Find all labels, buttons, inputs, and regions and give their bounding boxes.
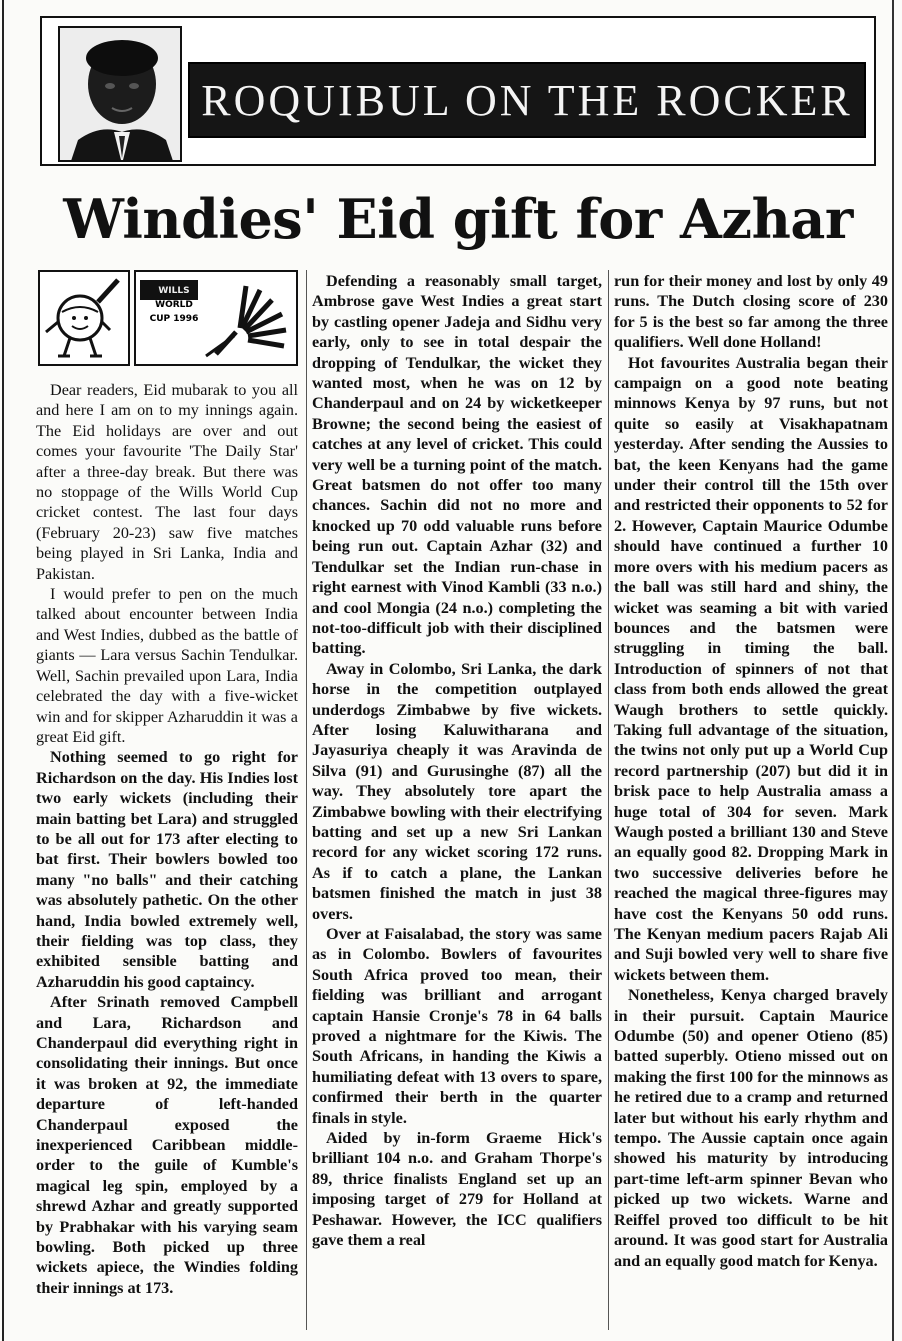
article-paragraph: Defending a reasonably small target, Ambrose gave West Indies a great start by castling opener Jadeja and Sidhu very early, only to see in total despair the dropping of Tendulkar, the wicket they wanted most, when he was on 12 by Chanderpaul and on 24 by wicketkeeper Browne; the second being the easiest of catches at any level of cricket. This could very well be a turning point of the match. Great batsmen do not offer too many chances. Sachin did not no more and knocked up 70 odd valuable runs before being run out. Captain Azhar (32) and Tendulkar set the Indian run-chase in right earnest with Vinod Kambli (33 n.o.) and cool Mongia (24 n.o.) completing the not-too-difficult job with their disciplined batting. [312, 272, 602, 658]
columnist-photo [58, 26, 182, 162]
cricket-mascot-icon [40, 272, 128, 364]
article-column-2 [312, 271, 602, 1341]
article-paragraph: After Srinath removed Campbell and Lara, Richardson and Chanderpaul did everything right in consolidating their innings. But once it was broken at 92, the immediate departure of left-handed Chanderpaul exposed the inexperienced Caribbean middle-order to the guile of Kumble's magical leg spin, employed by a shrewd Azhar and greatly supported by Prabhakar with his varying seam bowling. Both picked up three wickets apiece, the Windies folding their innings at 173. [36, 993, 298, 1297]
article-paragraph: Aided by in-form Graeme Hick's brilliant 104 n.o. and Graham Thorpe's 89, thrice finalists England set up an imposing target of 279 for Holland at Peshawar. However, the ICC qualifiers gave them a real [312, 1129, 602, 1250]
columnist-portrait-icon [60, 28, 182, 162]
article-paragraph: Dear readers, Eid mubarak to you all and here I am on to my innings again. The Eid holidays are over and out comes your favourite 'The Daily Star' after a three-day break. But there was no stoppage of the Wills World Cup cricket contest. The last four days (February 20-23) saw five matches being played in Sri Lanka, India and Pakistan. [36, 381, 298, 583]
logo-strip [36, 266, 298, 372]
right-border-rule [892, 0, 894, 1341]
article-paragraph: Over at Faisalabad, the story was same as in Colombo. Bowlers of favourites South Africa proved too mean, their fielding was brilliant and arrogant captain Hansie Cronje's 78 in 64 balls proved a nightmare for the Kiwis. The South Africans, in handing the Kiwis a humiliating defeat with 13 overs to spare, confirmed their berth in the quarter finals in style. [312, 925, 602, 1127]
article-column-1 [36, 266, 298, 1336]
cricket-mascot-logo [38, 270, 130, 366]
world-cup-logo [134, 270, 298, 366]
article-paragraph: Away in Colombo, Sri Lanka, the dark horse in the competition outplayed underdogs Zimbabwe by five wickets. After losing Kaluwitharana and Jayasuriya cheaply it was Aravinda de Silva (91) and Gurusinghe (87) all the way. They absolutely tore apart the Zimbabwe bowling with their electrifying batting and set up a new Sri Lankan record for any wicket scoring 172 runs. As if to catch a plane, the Lankan batsmen finished the match in just 38 overs. [312, 659, 602, 923]
article-paragraph: Nonetheless, Kenya charged bravely in their pursuit. Captain Maurice Odumbe (50) and opener Otieno (85) batted superbly. Otieno missed out on making the first 100 for the minnows as he retired due to a cramp and returned later but without his early rhythm and tempo. The Aussie captain once again showed his maturity by introducing part-time left-arm spinner Bevan who picked up two wickets. Warne and Reiffel proved too difficult to be hit around. It was good start for Australia and an equally good match for Kenya. [614, 986, 888, 1270]
column-name: ROQUIBUL ON THE ROCKER [201, 75, 853, 125]
left-border-rule [2, 0, 4, 1341]
article-paragraph: Nothing seemed to go right for Richardson on the day. His Indies lost two early wickets (including their main batting bet Lara) and struggled to be all out for 173 after electing to bat first. Their bowlers bowled too many "no balls" and their catching was absolutely pathetic. On the other hand, India bowled extremely well, their fielding was top class, they exhibited sensible batting and Azharuddin his good captaincy. [36, 748, 298, 991]
column-name-banner [188, 62, 866, 138]
article-paragraph: run for their money and lost by only 49 runs. The Dutch closing score of 230 for 5 is the best so far among the three qualifiers. Well done Holland! [614, 272, 888, 352]
column-masthead [40, 16, 876, 166]
world-cup-logo-text: WILLS WORLD CUP 1996 [149, 286, 199, 324]
headline: Windies' Eid gift for Azhar [63, 187, 853, 251]
article-paragraph: I would prefer to pen on the much talked about encounter between India and West Indies, dubbed as the battle of giants — Lara versus Sachin Tendulkar. Well, Sachin prevailed upon Lara, India celebrated the day with a five-wicket win and for skipper Azharuddin it was a great Eid gift. [36, 585, 298, 746]
column-divider [306, 270, 307, 1330]
column-divider [608, 270, 609, 1330]
article-column-3 [614, 271, 888, 1341]
article-paragraph: Hot favourites Australia began their campaign on a good note beating minnows Kenya by 97 runs, but not quite so easily at Visakhapatnam yesterday. After sending the Aussies to bat, the keen Kenyans had the game under their control till the 15th over and restricted their opponents to 52 for 2. However, Captain Maurice Odumbe should have continued a further 10 more overs with his medium pacers as the ball was still hard and shiny, the wicket was seaming a bit with varied bounces and the batsmen were struggling in timing the ball. Introduction of spinners of not that class from both ends allowed the great Waugh brothers to settle quickly. Taking full advantage of the situation, the twins not only put up a World Cup record partnership (207) but did it in brisk pace to help Australia amass a huge total of 304 for seven. Mark Waugh posted a brilliant 130 and Steve an equally good 82. Dropping Mark in two successive deliveries before he reached the magical three-figures may have cost the Kenyans 50 odd runs. The Kenyan medium pacers Rajab Ali and Suji bowled very well to share five wickets between them. [614, 353, 888, 984]
